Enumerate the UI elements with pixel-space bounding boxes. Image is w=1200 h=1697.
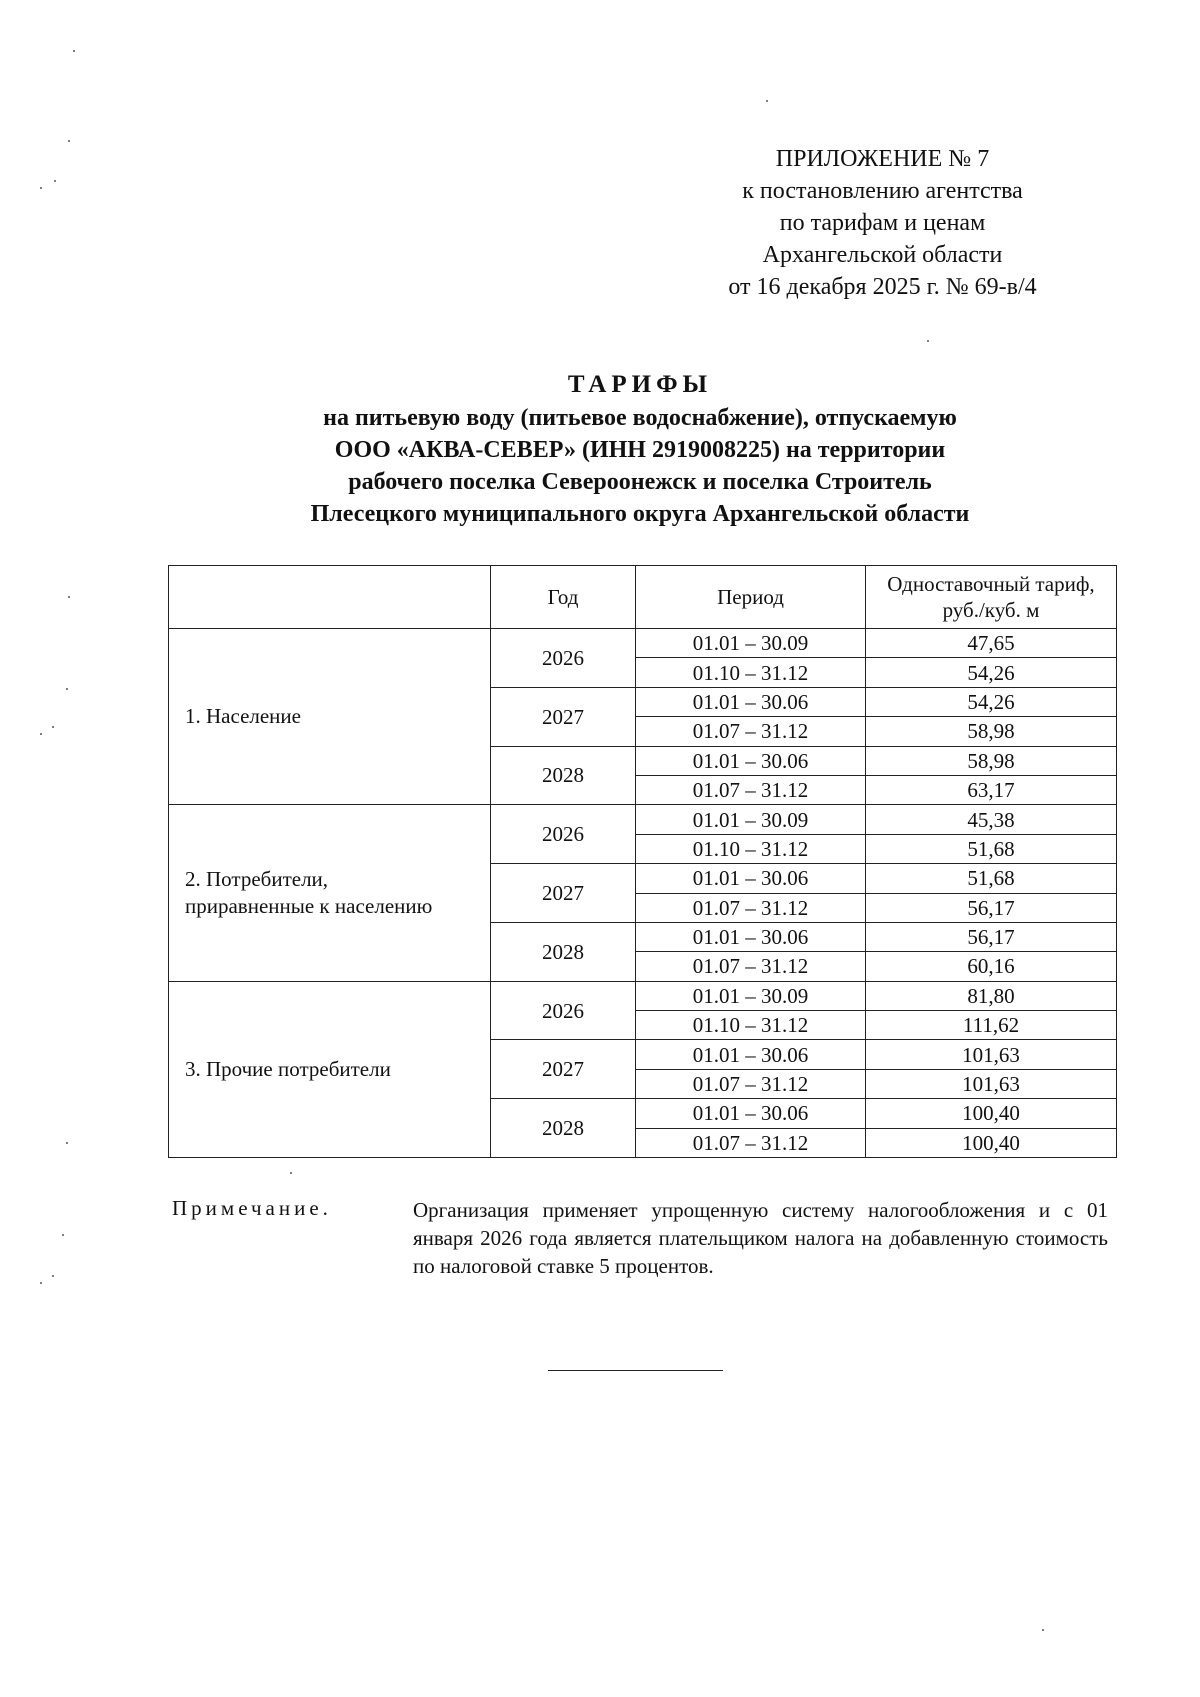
period-cell: 01.07 – 31.12 bbox=[636, 775, 866, 804]
year-cell: 2027 bbox=[491, 687, 636, 746]
period-cell: 01.01 – 30.06 bbox=[636, 922, 866, 951]
title-main: ТАРИФЫ bbox=[567, 371, 713, 398]
scan-speck bbox=[290, 1172, 292, 1174]
header-tariff bbox=[866, 566, 1117, 629]
tariff-cell: 54,26 bbox=[866, 687, 1117, 716]
year-cell: 2026 bbox=[491, 805, 636, 864]
note-text: Организация применяет упрощенную систему налогообложения и с 01 января 2026 года является плательщиком налога на добавленную стоимость по налоговой ставке 5 процентов. bbox=[413, 1198, 1108, 1278]
category-name-line-2: приравненные к населению bbox=[185, 894, 433, 919]
tariff-cell: 58,98 bbox=[866, 746, 1117, 775]
document-title bbox=[160, 368, 1120, 530]
tariff-table bbox=[168, 565, 1117, 1158]
period-cell: 01.01 – 30.06 bbox=[636, 864, 866, 893]
period-cell: 01.07 – 31.12 bbox=[636, 1069, 866, 1098]
tariff-cell: 54,26 bbox=[866, 658, 1117, 687]
appendix-line-3: по тарифам и ценам bbox=[779, 210, 986, 236]
header-year: Год bbox=[491, 566, 636, 629]
category-name: 2. Потребители, bbox=[185, 867, 329, 892]
tariff-cell: 100,40 bbox=[866, 1099, 1117, 1128]
title-line-2: ООО «АКВА-СЕВЕР» (ИНН 2919008225) на территории bbox=[334, 437, 946, 463]
tariff-cell: 81,80 bbox=[866, 981, 1117, 1010]
tariff-cell: 47,65 bbox=[866, 629, 1117, 658]
appendix-date: от 16 декабря 2025 г. № 69-в/4 bbox=[728, 274, 1037, 300]
scan-speck bbox=[52, 726, 54, 728]
period-cell: 01.01 – 30.06 bbox=[636, 1099, 866, 1128]
period-cell: 01.01 – 30.06 bbox=[636, 746, 866, 775]
period-cell: 01.07 – 31.12 bbox=[636, 1128, 866, 1157]
period-cell: 01.01 – 30.06 bbox=[636, 687, 866, 716]
category-name: 3. Прочие потребители bbox=[185, 1056, 391, 1081]
scan-speck bbox=[40, 733, 42, 735]
tariff-cell: 100,40 bbox=[866, 1128, 1117, 1157]
scan-speck bbox=[54, 180, 56, 182]
year-cell: 2028 bbox=[491, 746, 636, 805]
period-cell: 01.07 – 31.12 bbox=[636, 893, 866, 922]
period-cell: 01.01 – 30.06 bbox=[636, 1040, 866, 1069]
tariff-cell: 101,63 bbox=[866, 1069, 1117, 1098]
year-cell: 2028 bbox=[491, 1099, 636, 1158]
period-cell: 01.10 – 31.12 bbox=[636, 1011, 866, 1040]
table-row bbox=[169, 981, 1117, 1010]
note-label: Примечание. bbox=[172, 1196, 332, 1220]
title-line-4: Плесецкого муниципального округа Архангельской области bbox=[310, 501, 970, 527]
scan-speck bbox=[766, 100, 768, 102]
period-cell: 01.10 – 31.12 bbox=[636, 658, 866, 687]
category-name: 1. Население bbox=[185, 704, 301, 729]
period-cell: 01.01 – 30.09 bbox=[636, 629, 866, 658]
year-cell: 2026 bbox=[491, 629, 636, 688]
tariff-cell: 63,17 bbox=[866, 775, 1117, 804]
scan-speck bbox=[927, 340, 929, 342]
scan-speck bbox=[40, 187, 42, 189]
tariff-cell: 56,17 bbox=[866, 893, 1117, 922]
appendix-line-4: Архангельской области bbox=[762, 242, 1003, 268]
appendix-header bbox=[700, 143, 1065, 303]
scan-speck bbox=[73, 50, 75, 52]
header-category bbox=[169, 566, 491, 629]
scan-speck bbox=[68, 140, 70, 142]
scan-speck bbox=[66, 1142, 68, 1144]
tariff-cell: 101,63 bbox=[866, 1040, 1117, 1069]
tariff-cell: 58,98 bbox=[866, 717, 1117, 746]
scan-speck bbox=[52, 1275, 54, 1277]
year-cell: 2028 bbox=[491, 922, 636, 981]
table-row bbox=[169, 805, 1117, 834]
table-header-row bbox=[169, 566, 1117, 629]
period-cell: 01.10 – 31.12 bbox=[636, 834, 866, 863]
scan-speck bbox=[66, 688, 68, 690]
scan-speck bbox=[68, 596, 70, 598]
scan-speck bbox=[40, 1282, 42, 1284]
year-cell: 2027 bbox=[491, 864, 636, 923]
period-cell: 01.07 – 31.12 bbox=[636, 717, 866, 746]
appendix-line-2: к постановлению агентства bbox=[742, 178, 1023, 204]
category-cell bbox=[169, 805, 491, 981]
tariff-cell: 56,17 bbox=[866, 922, 1117, 951]
tariff-cell: 51,68 bbox=[866, 864, 1117, 893]
header-tariff-line-1: Одноставочный тариф, bbox=[887, 572, 1095, 596]
scan-speck bbox=[1042, 1629, 1044, 1631]
period-cell: 01.01 – 30.09 bbox=[636, 981, 866, 1010]
scan-speck bbox=[62, 1234, 64, 1236]
year-cell: 2026 bbox=[491, 981, 636, 1040]
category-cell bbox=[169, 981, 491, 1157]
tariff-cell: 51,68 bbox=[866, 834, 1117, 863]
year-cell: 2027 bbox=[491, 1040, 636, 1099]
category-cell bbox=[169, 629, 491, 805]
tariff-cell: 111,62 bbox=[866, 1011, 1117, 1040]
title-line-3: рабочего поселка Североонежск и поселка Строитель bbox=[348, 469, 932, 495]
title-line-1: на питьевую воду (питьевое водоснабжение), отпускаемую bbox=[323, 405, 957, 431]
tariff-cell: 60,16 bbox=[866, 952, 1117, 981]
period-cell: 01.07 – 31.12 bbox=[636, 952, 866, 981]
header-period: Период bbox=[636, 566, 866, 629]
table-row bbox=[169, 629, 1117, 658]
appendix-number: ПРИЛОЖЕНИЕ № 7 bbox=[775, 146, 990, 172]
tariff-cell: 45,38 bbox=[866, 805, 1117, 834]
end-divider bbox=[548, 1370, 723, 1371]
header-tariff-line-2: руб./куб. м bbox=[942, 598, 1040, 622]
period-cell: 01.01 – 30.09 bbox=[636, 805, 866, 834]
